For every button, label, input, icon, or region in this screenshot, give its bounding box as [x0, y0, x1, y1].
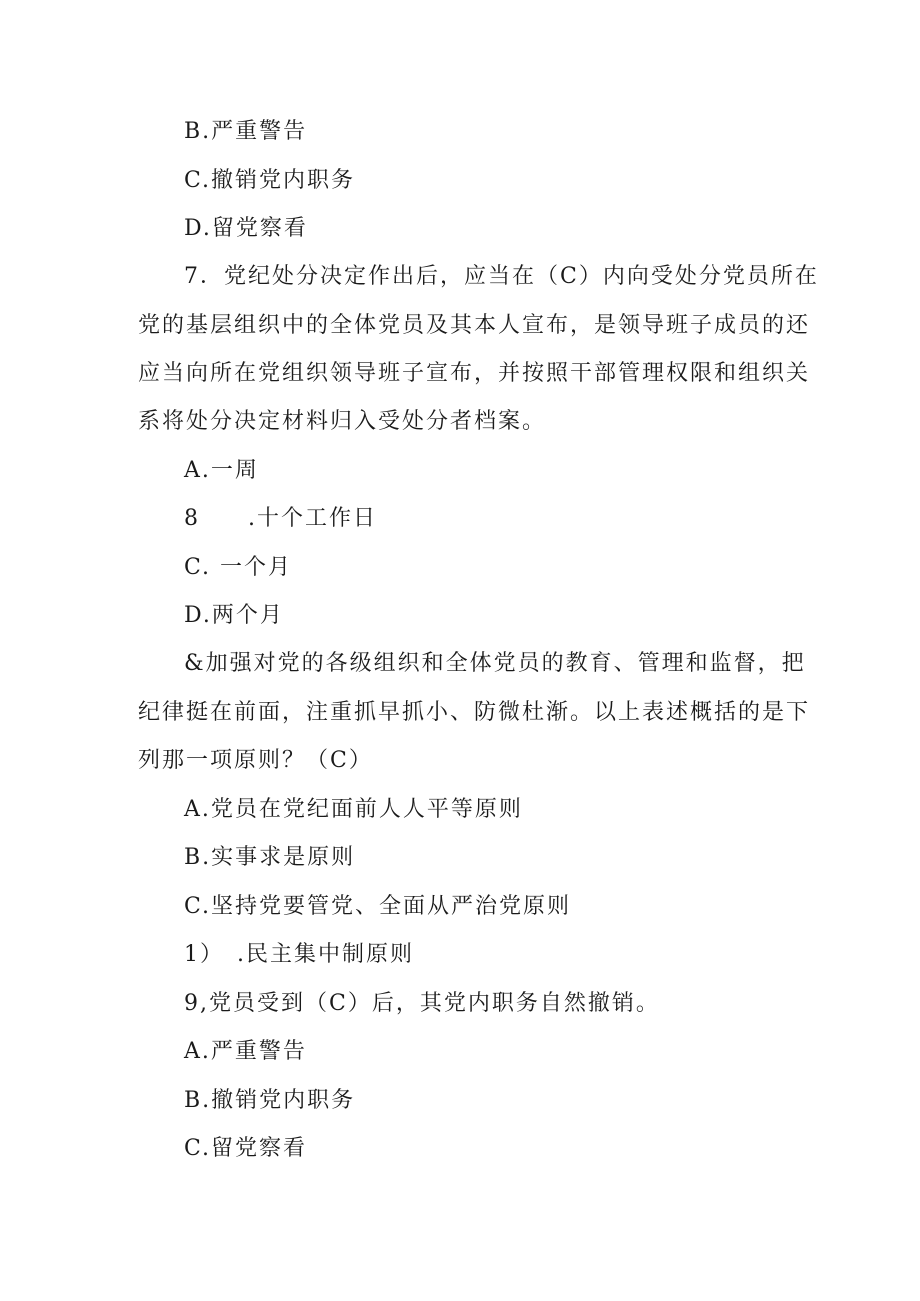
question-7-line-1: 7．党纪处分决定作出后，应当在（C）内向受处分党员所在 — [184, 264, 819, 289]
question-9-option-a: A.严重警告 — [184, 1039, 307, 1064]
question-9-option-c: C.留党察看 — [184, 1136, 308, 1161]
option-d-probation: D.留党察看 — [184, 216, 308, 241]
question-7-option-a: A.一周 — [184, 458, 259, 483]
question-8-line-2: 纪律挺在前面，注重抓早抓小、防微杜渐。以上表述概括的是下 — [138, 700, 811, 725]
question-7-option-d: D.两个月 — [184, 603, 284, 628]
question-7-option-b: 8 .十个工作日 — [184, 506, 377, 531]
question-8-option-c: C.坚持党要管党、全面从严治党原则 — [184, 894, 572, 919]
question-7-option-c: C. 一个月 — [184, 555, 293, 580]
option-c-revoke-post: C.撤销党内职务 — [184, 168, 356, 193]
question-8-option-d: 1） .民主集中制原则 — [184, 942, 414, 967]
question-8-line-3: 列那一项原则？（C） — [138, 748, 373, 773]
question-8-option-b: B.实事求是原则 — [184, 845, 356, 870]
question-7-line-2: 党的基层组织中的全体党员及其本人宣布，是领导班子成员的还 — [138, 313, 811, 338]
question-8-line-1: &加强对党的各级组织和全体党员的教育、管理和监督，把 — [184, 651, 806, 676]
question-9-line-1: 9,党员受到（C）后，其党内职务自然撤销。 — [184, 991, 660, 1016]
question-7-line-3: 应当向所在党组织领导班子宣布，并按照干部管理权限和组织关 — [138, 361, 811, 386]
question-9-option-b: B.撤销党内职务 — [184, 1088, 356, 1113]
option-b-serious-warning: B.严重警告 — [184, 119, 308, 144]
question-7-line-4: 系将处分决定材料归入受处分者档案。 — [138, 409, 547, 434]
question-8-option-a: A.党员在党纪面前人人平等原则 — [184, 797, 523, 822]
